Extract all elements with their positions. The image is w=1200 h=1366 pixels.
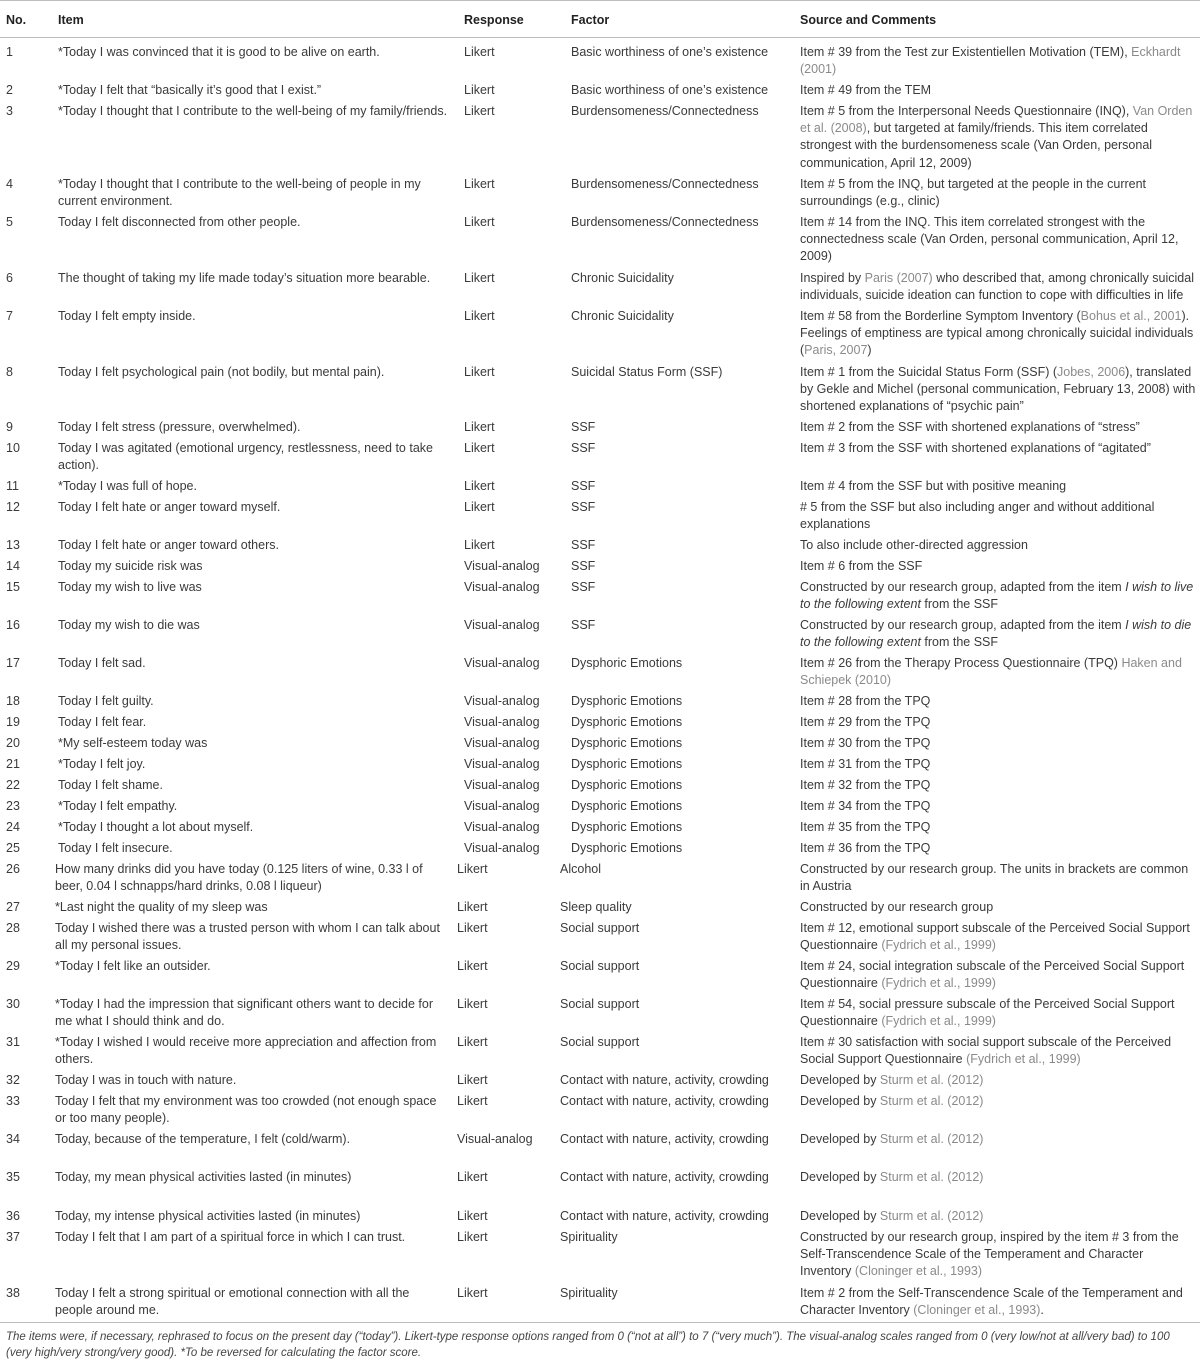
source-text: Item # 3 from the SSF with shortened explanations of “agitated”	[800, 441, 1151, 455]
source-comment	[800, 1169, 1198, 1186]
response-type: Visual-analog	[464, 820, 540, 834]
citation-link[interactable]: Paris, 2007	[804, 343, 868, 358]
factor-name: Social support	[560, 921, 640, 935]
source-text: Item # 2 from the Self-Transcendence Scale of the Temperament and Character Inventory	[800, 1286, 1183, 1318]
source-comment	[800, 617, 1198, 651]
row-number: 12	[6, 500, 20, 514]
factor-name: Dysphoric Emotions	[571, 757, 683, 771]
item-text: Today, because of the temperature, I felt (cold/warm).	[55, 1132, 351, 1146]
item-text: Today I felt sad.	[58, 656, 146, 670]
source-text: .	[1040, 1303, 1044, 1318]
source-text: Item # 28 from the TPQ	[800, 694, 931, 708]
response-type: Likert	[464, 365, 495, 379]
row-number: 30	[6, 997, 20, 1011]
source-text: Item # 32 from the TPQ	[800, 778, 931, 792]
response-type: Likert	[457, 921, 488, 935]
source-comment	[800, 214, 1198, 266]
response-type: Likert	[464, 83, 495, 97]
item-text: *Last night the quality of my sleep was	[55, 900, 268, 914]
source-text: Item # 4 from the SSF but with positive meaning	[800, 479, 1067, 493]
response-type: Visual-analog	[464, 778, 540, 792]
row-number: 17	[6, 656, 20, 670]
source-text: Item # 34 from the TPQ	[800, 799, 931, 813]
source-comment	[800, 1285, 1198, 1319]
factor-name: Dysphoric Emotions	[571, 694, 683, 708]
response-type: Likert	[464, 271, 495, 285]
source-comment	[800, 1131, 1198, 1148]
row-number: 15	[6, 580, 20, 594]
source-text: I wish to live to the following extent	[800, 580, 1194, 612]
row-number: 1	[6, 45, 13, 59]
source-text: ). Feelings of emptiness are typical among chronically suicidal individuals (	[800, 309, 1194, 358]
item-text: Today I felt insecure.	[58, 841, 173, 855]
source-text: Item # 12, emotional support subscale of the Perceived Social Support Questionnaire	[800, 921, 1190, 953]
source-text: Item # 5 from the INQ, but targeted at the people in the current surroundings (e.g., clinic)	[800, 177, 1147, 209]
source-comment	[800, 777, 1198, 794]
source-comment	[800, 308, 1198, 360]
item-text: Today my wish to live was	[58, 580, 202, 594]
factor-name: Dysphoric Emotions	[571, 656, 683, 670]
response-type: Visual-analog	[464, 736, 540, 750]
row-number: 22	[6, 778, 20, 792]
item-text: *Today I felt like an outsider.	[55, 959, 211, 973]
factor-name: Burdensomeness/Connectedness	[571, 104, 759, 118]
row-number: 27	[6, 900, 20, 914]
factor-name: Contact with nature, activity, crowding	[560, 1094, 769, 1108]
source-comment	[800, 714, 1198, 731]
item-text: Today I felt that I am part of a spiritual force in which I can trust.	[55, 1230, 406, 1244]
item-text: *Today I had the impression that significant others want to decide for me what I should think and do.	[55, 997, 433, 1029]
source-text: Item # 49 from the TEM	[800, 83, 932, 97]
response-type: Likert	[457, 1073, 488, 1087]
source-comment	[800, 861, 1198, 895]
source-text: Developed by	[800, 1132, 880, 1146]
factor-name: Social support	[560, 1035, 640, 1049]
source-comment	[800, 920, 1198, 954]
response-type: Likert	[457, 1209, 488, 1223]
row-number: 9	[6, 420, 13, 434]
response-type: Visual-analog	[464, 694, 540, 708]
citation-link[interactable]: Jobes, 2006	[1057, 365, 1126, 379]
source-text: Item # 24, social integration subscale of the Perceived Social Support Questionnaire	[800, 959, 1185, 991]
response-type: Visual-analog	[464, 799, 540, 813]
source-text: I wish to die to the following extent	[800, 618, 1192, 650]
item-text: *Today I felt empathy.	[58, 799, 178, 813]
row-number: 25	[6, 841, 20, 855]
row-number: 10	[6, 441, 20, 455]
response-type: Likert	[464, 177, 495, 191]
row-number: 16	[6, 618, 20, 632]
row-number: 33	[6, 1094, 20, 1108]
item-text: Today I wished there was a trusted person with whom I can talk about all my personal issues.	[55, 921, 440, 953]
row-number: 13	[6, 538, 20, 552]
source-text: who described that, among chronically suicidal individuals, suicide ideation can function to cope with difficulties in life	[800, 271, 1194, 303]
header-item: Item	[58, 13, 84, 27]
source-text: To also include other-directed aggression	[800, 538, 1028, 552]
row-number: 5	[6, 215, 13, 229]
response-type: Visual-analog	[464, 841, 540, 855]
item-text: *Today I wished I would receive more appreciation and affection from others.	[55, 1035, 437, 1067]
item-text: Today I felt guilty.	[58, 694, 154, 708]
source-comment	[800, 499, 1198, 533]
factor-name: Chronic Suicidality	[571, 309, 674, 323]
source-comment	[800, 419, 1198, 436]
citation-link[interactable]: (Fydrich et al., 1999)	[966, 1052, 1081, 1067]
source-text: Inspired by	[800, 271, 865, 285]
factor-name: Basic worthiness of one’s existence	[571, 45, 769, 59]
item-text: *My self-esteem today was	[58, 736, 208, 750]
source-comment	[800, 44, 1198, 78]
row-number: 29	[6, 959, 20, 973]
source-text: Item # 5 from the Interpersonal Needs Questionnaire (INQ),	[800, 104, 1133, 118]
source-text: Item # 58 from the Borderline Symptom Inventory (	[800, 309, 1081, 323]
source-comment	[800, 819, 1198, 836]
row-number: 7	[6, 309, 13, 323]
source-text: Developed by	[800, 1073, 880, 1087]
source-text: Item # 1 from the Suicidal Status Form (SSF) (	[800, 365, 1058, 379]
item-text: *Today I felt that “basically it’s good that I exist.”	[58, 83, 322, 97]
item-text: *Today I was convinced that it is good to be alive on earth.	[58, 45, 380, 59]
source-text: Developed by	[800, 1170, 880, 1184]
source-text: Item # 31 from the TPQ	[800, 757, 931, 771]
source-text: Item # 29 from the TPQ	[800, 715, 931, 729]
row-number: 19	[6, 715, 20, 729]
row-number: 20	[6, 736, 20, 750]
source-comment	[800, 756, 1198, 773]
source-text: # 5 from the SSF but also including anger and without additional explanations	[800, 500, 1155, 532]
item-text: Today I felt disconnected from other people.	[58, 215, 301, 229]
factor-name: Dysphoric Emotions	[571, 841, 683, 855]
source-text: Item # 35 from the TPQ	[800, 820, 931, 834]
item-text: Today I was in touch with nature.	[55, 1073, 237, 1087]
source-text: Constructed by our research group	[800, 900, 994, 914]
row-number: 3	[6, 104, 13, 118]
header-source: Source and Comments	[800, 13, 937, 27]
factor-name: SSF	[571, 441, 596, 455]
source-text: ), translated by Gekle and Michel (personal communication, February 13, 2008) with shortened explanations of “psychic pain”	[800, 365, 1196, 414]
response-type: Likert	[464, 420, 495, 434]
row-number: 34	[6, 1132, 20, 1146]
source-text: Constructed by our research group, inspired by the item # 3 from the Self-Transcendence Scale of the Temperament and Character Inventory	[800, 1230, 1179, 1279]
factor-name: Dysphoric Emotions	[571, 778, 683, 792]
row-number: 11	[6, 479, 19, 493]
source-comment	[800, 1072, 1198, 1089]
source-text: Constructed by our research group. The units in brackets are common in Austria	[800, 862, 1189, 894]
factor-name: SSF	[571, 580, 596, 594]
source-comment	[800, 558, 1198, 575]
citation-link[interactable]: Eckhardt (2001)	[800, 45, 1181, 77]
source-text: )	[867, 343, 872, 358]
row-number: 37	[6, 1230, 20, 1244]
item-text: *Today I thought that I contribute to the well-being of my family/friends.	[58, 104, 448, 118]
row-number: 8	[6, 365, 13, 379]
factor-name: SSF	[571, 479, 596, 493]
citation-link[interactable]: (Cloninger et al., 1993)	[854, 1264, 983, 1279]
row-number: 4	[6, 177, 13, 191]
source-comment	[800, 364, 1198, 416]
response-type: Visual-analog	[464, 656, 540, 670]
factor-name: Contact with nature, activity, crowding	[560, 1132, 769, 1146]
item-text: Today, my mean physical activities lasted (in minutes)	[55, 1170, 352, 1184]
row-number: 2	[6, 83, 13, 97]
source-comment	[800, 958, 1198, 992]
factor-name: SSF	[571, 538, 596, 552]
citation-link[interactable]: Van Orden et al. (2008)	[800, 104, 1193, 136]
citation-link[interactable]: Haken and Schiepek (2010)	[800, 656, 1182, 688]
source-text: Item # 26 from the Therapy Process Questionnaire (TPQ)	[800, 656, 1122, 670]
factor-name: SSF	[571, 618, 596, 632]
response-type: Likert	[457, 1286, 488, 1300]
citation-link[interactable]: Sturm et al. (2012)	[879, 1170, 984, 1184]
factor-name: Spirituality	[560, 1286, 618, 1300]
factor-name: Spirituality	[560, 1230, 618, 1244]
header-no: No.	[6, 13, 27, 27]
row-number: 26	[6, 862, 20, 876]
citation-link[interactable]: Sturm et al. (2012)	[879, 1209, 984, 1223]
factor-name: Burdensomeness/Connectedness	[571, 177, 759, 191]
row-number: 35	[6, 1170, 20, 1184]
item-text: *Today I thought a lot about myself.	[58, 820, 254, 834]
response-type: Visual-analog	[464, 757, 540, 771]
factor-name: SSF	[571, 500, 596, 514]
item-text: Today I was agitated (emotional urgency, restlessness, need to take action).	[58, 441, 433, 473]
factor-name: Burdensomeness/Connectedness	[571, 215, 759, 229]
response-type: Likert	[457, 1094, 488, 1108]
citation-link[interactable]: Sturm et al. (2012)	[879, 1132, 984, 1146]
row-number: 6	[6, 271, 13, 285]
factor-name: Social support	[560, 997, 640, 1011]
response-type: Visual-analog	[464, 559, 540, 573]
factor-name: Chronic Suicidality	[571, 271, 674, 285]
row-number: 31	[6, 1035, 20, 1049]
source-comment	[800, 82, 1198, 99]
item-text: Today I felt hate or anger toward myself.	[58, 500, 281, 514]
source-comment	[800, 440, 1198, 457]
item-text: Today I felt psychological pain (not bodily, but mental pain).	[58, 365, 385, 379]
response-type: Visual-analog	[464, 618, 540, 632]
table-footnote: The items were, if necessary, rephrased to focus on the present day (“today”). Likert-type response options ranged from 0 (“not at all”) to 7 (“very much”). The visual-analog scales ranged from 0 (very low/not at all/very bad) to 100 (very high/very strong/very good). *To be reversed for calculating the factor score.	[6, 1331, 1170, 1359]
factor-name: Alcohol	[560, 862, 601, 876]
source-comment	[800, 899, 1198, 916]
item-text: Today I felt a strong spiritual or emotional connection with all the people around me.	[55, 1286, 410, 1318]
response-type: Likert	[464, 500, 495, 514]
item-text: How many drinks did you have today (0.125 liters of wine, 0.33 l of beer, 0.04 l schnapps/hard drinks, 0.08 l liqueur)	[55, 862, 423, 894]
source-comment	[800, 693, 1198, 710]
factor-name: SSF	[571, 559, 596, 573]
response-type: Visual-analog	[457, 1132, 533, 1146]
source-comment	[800, 478, 1198, 495]
item-text: Today, my intense physical activities lasted (in minutes)	[55, 1209, 361, 1223]
factor-name: Dysphoric Emotions	[571, 715, 683, 729]
source-text: Item # 30 satisfaction with social support subscale of the Perceived Social Support Questionnaire	[800, 1035, 1172, 1067]
row-number: 18	[6, 694, 20, 708]
citation-link[interactable]: Sturm et al. (2012)	[879, 1073, 984, 1087]
item-text: *Today I was full of hope.	[58, 479, 197, 493]
response-type: Likert	[464, 479, 495, 493]
source-comment	[800, 1093, 1198, 1110]
item-text: Today my wish to die was	[58, 618, 200, 632]
response-type: Likert	[464, 215, 495, 229]
factor-name: Contact with nature, activity, crowding	[560, 1209, 769, 1223]
source-text: Item # 2 from the SSF with shortened explanations of “stress”	[800, 420, 1140, 434]
factor-name: Dysphoric Emotions	[571, 736, 683, 750]
citation-link[interactable]: (Fydrich et al., 1999)	[881, 1014, 996, 1029]
citation-link[interactable]: (Fydrich et al., 1999)	[881, 938, 996, 953]
source-text: Developed by	[800, 1209, 880, 1223]
source-comment	[800, 270, 1198, 304]
response-type: Likert	[464, 309, 495, 323]
source-comment	[800, 1229, 1198, 1281]
citation-link[interactable]: Paris (2007)	[864, 271, 933, 285]
source-comment	[800, 840, 1198, 857]
factor-name: Dysphoric Emotions	[571, 820, 683, 834]
row-number: 36	[6, 1209, 20, 1223]
header-response: Response	[464, 13, 524, 27]
response-type: Likert	[464, 104, 495, 118]
response-type: Likert	[464, 45, 495, 59]
row-number: 24	[6, 820, 20, 834]
factor-name: SSF	[571, 420, 596, 434]
item-text: The thought of taking my life made today’s situation more bearable.	[58, 271, 431, 285]
factor-name: Basic worthiness of one’s existence	[571, 83, 769, 97]
table-header	[0, 0, 1200, 38]
source-comment	[800, 996, 1198, 1030]
source-comment	[800, 798, 1198, 815]
source-text: Developed by	[800, 1094, 880, 1108]
item-text: Today I felt shame.	[58, 778, 163, 792]
citation-link[interactable]: Bohus et al., 2001	[1080, 309, 1182, 323]
citation-link[interactable]: (Cloninger et al., 1993)	[913, 1303, 1041, 1318]
response-type: Visual-analog	[464, 715, 540, 729]
row-number: 14	[6, 559, 20, 573]
source-text: Item # 6 from the SSF	[800, 559, 923, 573]
row-number: 32	[6, 1073, 20, 1087]
response-type: Likert	[457, 862, 488, 876]
source-comment	[800, 735, 1198, 752]
row-number: 23	[6, 799, 20, 813]
header-factor: Factor	[571, 13, 610, 27]
source-text: Item # 36 from the TPQ	[800, 841, 931, 855]
response-type: Likert	[464, 538, 495, 552]
factor-name: Contact with nature, activity, crowding	[560, 1073, 769, 1087]
response-type: Likert	[464, 441, 495, 455]
source-comment	[800, 1208, 1198, 1225]
source-text: from the SSF	[920, 597, 999, 612]
source-text: Item # 39 from the Test zur Existentiellen Motivation (TEM),	[800, 45, 1132, 59]
row-number: 21	[6, 757, 20, 771]
citation-link[interactable]: (Fydrich et al., 1999)	[881, 976, 996, 991]
source-comment	[800, 537, 1198, 554]
factor-name: Sleep quality	[560, 900, 632, 914]
item-text: Today I felt fear.	[58, 715, 147, 729]
item-text: Today I felt hate or anger toward others.	[58, 538, 279, 552]
factor-name: Contact with nature, activity, crowding	[560, 1170, 769, 1184]
source-text: Item # 30 from the TPQ	[800, 736, 931, 750]
item-text: Today I felt empty inside.	[58, 309, 196, 323]
response-type: Likert	[457, 1035, 488, 1049]
source-text: Item # 14 from the INQ. This item correlated strongest with the connectedness scale (Van Orden, personal communication, April 12, 2009)	[800, 215, 1179, 264]
source-text: , but targeted at family/friends. This item correlated strongest with the burdensomeness scale (Van Orden, personal communication, April 12, 2009)	[800, 121, 1153, 170]
table-bottom-rule	[0, 1322, 1200, 1323]
response-type: Likert	[457, 959, 488, 973]
item-text: Today my suicide risk was	[58, 559, 203, 573]
response-type: Likert	[457, 900, 488, 914]
factor-name: Dysphoric Emotions	[571, 799, 683, 813]
source-comment	[800, 103, 1198, 172]
row-number: 38	[6, 1286, 20, 1300]
source-comment	[800, 176, 1198, 210]
factor-name: Social support	[560, 959, 640, 973]
source-comment	[800, 1034, 1198, 1068]
response-type: Likert	[457, 1170, 488, 1184]
factor-name: Suicidal Status Form (SSF)	[571, 365, 723, 379]
source-text: from the SSF	[920, 635, 999, 650]
source-comment	[800, 579, 1198, 613]
source-text: Constructed by our research group, adapted from the item	[800, 580, 1126, 594]
row-number: 28	[6, 921, 20, 935]
source-text: Item # 54, social pressure subscale of the Perceived Social Support Questionnaire	[800, 997, 1175, 1029]
item-text: *Today I thought that I contribute to the well-being of people in my current environment.	[58, 177, 421, 209]
source-text: Constructed by our research group, adapted from the item	[800, 618, 1126, 632]
response-type: Visual-analog	[464, 580, 540, 594]
item-text: *Today I felt joy.	[58, 757, 146, 771]
source-comment	[800, 655, 1198, 689]
response-type: Likert	[457, 1230, 488, 1244]
item-text: Today I felt that my environment was too crowded (not enough space or too many people).	[55, 1094, 437, 1126]
item-text: Today I felt stress (pressure, overwhelmed).	[58, 420, 301, 434]
citation-link[interactable]: Sturm et al. (2012)	[879, 1094, 984, 1108]
response-type: Likert	[457, 997, 488, 1011]
